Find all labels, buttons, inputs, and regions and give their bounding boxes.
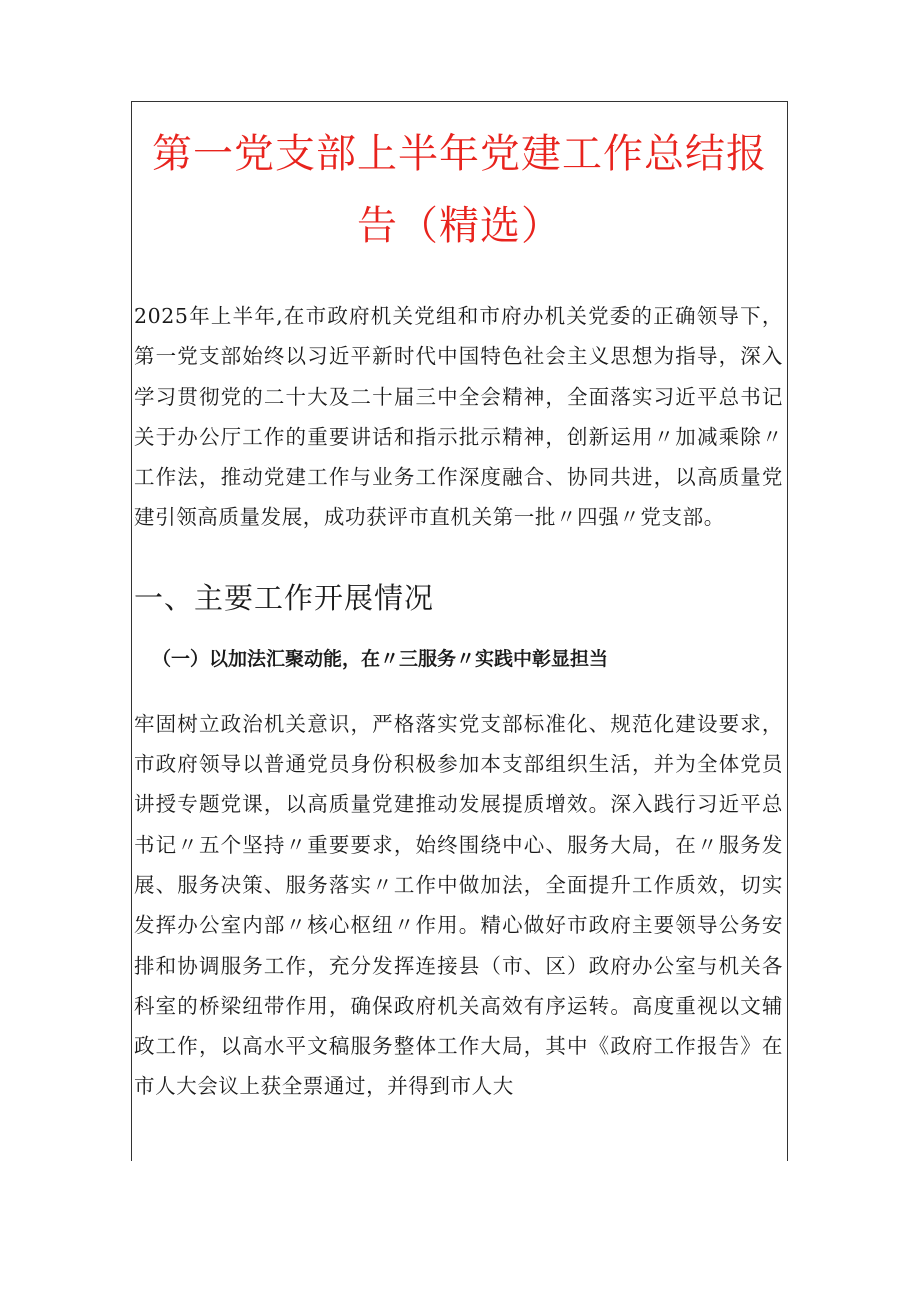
- body-paragraph: 牢固树立政治机关意识，严格落实党支部标准化、规范化建设要求，市政府领导以普通党员身份积极参加本支部组织生活，并为全体党员讲授专题党课，以高质量党建推动发展提质增效。深入践行习近平总书记〃五个坚持〃重要要求，始终围绕中心、服务大局，在〃服务发展、服务决策、服务落实〃工作中做加法，全面提升工作质效，切实发挥办公室内部〃核心枢纽〃作用。精心做好市政府主要领导公务安排和协调服务工作，充分发挥连接县（市、区）政府办公室与机关各科室的桥梁纽带作用，确保政府机关高效有序运转。高度重视以文辅政工作，以高水平文稿服务整体工作大局，其中《政府工作报告》在市人大会议上获全票通过，并得到市人大: [134, 711, 783, 1099]
- document-page-frame: [131, 101, 788, 1161]
- document-title: 第一党支部上半年党建工作总结报告（精选）: [152, 131, 767, 249]
- subsection-heading: （一）以加法汇聚动能，在〃三服务〃实践中彰显担当: [152, 647, 609, 670]
- intro-paragraph: 2025年上半年,在市政府机关党组和市府办机关党委的正确领导下，第一党支部始终以习近平新时代中国特色社会主义思想为指导，深入学习贯彻党的二十大及二十届三中全会精神，全面落实习近平总书记关于办公厅工作的重要讲话和指示批示精神，创新运用〃加减乘除〃工作法，推动党建工作与业务工作深度融合、协同共进，以高质量党建引领高质量发展，成功获评市直机关第一批〃四强〃党支部。: [134, 304, 783, 530]
- section-heading: 一、主要工作开展情况: [134, 580, 435, 615]
